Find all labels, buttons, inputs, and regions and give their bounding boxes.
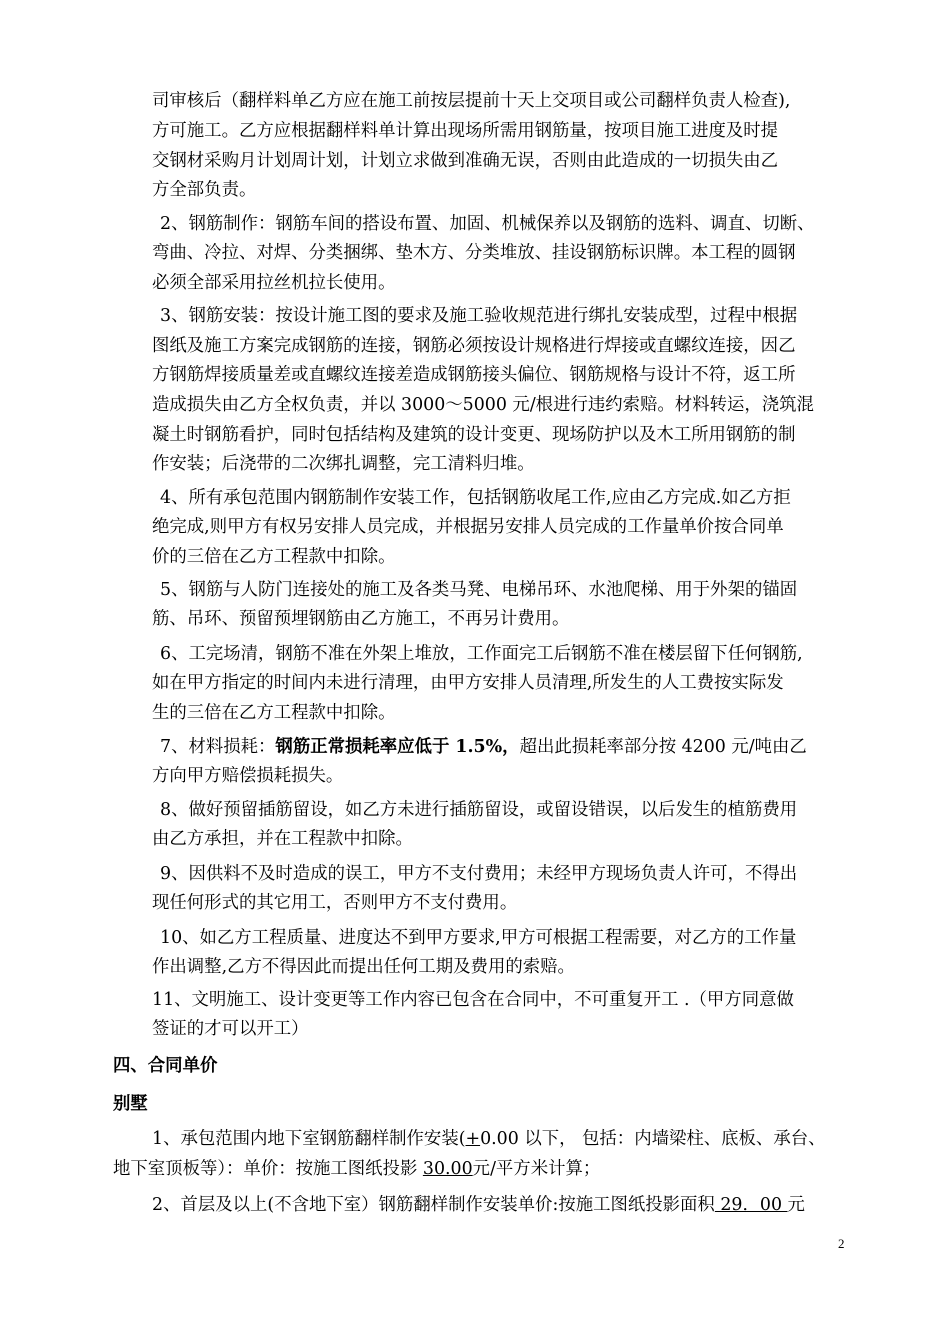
text-line: 8、做好预留插筋留设，如乙方未进行插筋留设，或留设错误，以后发生的植筋费用 <box>160 800 798 820</box>
text-line: 图纸及施工方案完成钢筋的连接，钢筋必须按设计规格进行焊接或直螺纹连接，因乙 <box>152 336 796 356</box>
text-line: 必须全部采用拉丝机拉长使用。 <box>152 273 396 293</box>
text-line: 由乙方承担，并在工程款中扣除。 <box>152 829 413 849</box>
text-line: 签证的才可以开工） <box>152 1019 309 1039</box>
sub-heading: 别墅 <box>113 1094 148 1114</box>
text-line: 造成损失由乙方全权负责，并以 3000～5000 元/根进行违约索赔。材料转运，浇筑混 <box>152 395 814 415</box>
text-line: 凝土时钢筋看护，同时包括结构及建筑的设计变更、现场防护以及木工所用钢筋的制 <box>152 425 796 445</box>
text-line: 方全部负责。 <box>152 180 257 200</box>
text-line: 11、文明施工、设计变更等工作内容已包含在合同中，不可重复开工 .（甲方同意做 <box>152 990 794 1010</box>
page-number: 2 <box>838 1236 845 1251</box>
text-line <box>152 1131 826 1148</box>
text-line: 9、因供料不及时造成的误工，甲方不支付费用；未经甲方现场负责人许可，不得出 <box>160 864 798 884</box>
text-line: 5、钢筋与人防门连接处的施工及各类马凳、电梯吊环、水池爬梯、用于外架的锚固 <box>160 580 798 600</box>
text-line: 3、钢筋安装：按设计施工图的要求及施工验收规范进行绑扎安装成型，过程中根据 <box>160 306 798 326</box>
section-heading: 四、合同单价 <box>113 1056 218 1076</box>
text-line: 绝完成,则甲方有权另安排人员完成，并根据另安排人员完成的工作量单价按合同单 <box>152 517 784 537</box>
plus-minus-sign: + <box>465 1129 481 1149</box>
item-label: 7、材料损耗： <box>160 737 276 757</box>
text-line: 交钢材采购月计划周计划，计划立求做到准确无误，否则由此造成的一切损失由乙 <box>152 151 779 171</box>
text-span: 元 <box>787 1195 805 1215</box>
text-line: 2、钢筋制作：钢筋车间的搭设布置、加固、机械保养以及钢筋的选料、调直、切断、 <box>160 214 815 234</box>
text-span: 2、首层及以上(不含地下室）钢筋翻样制作安装单价:按施工图纸投影面积 <box>152 1195 715 1215</box>
text-line: 方钢筋焊接质量差或直螺纹连接差造成钢筋接头偏位、钢筋规格与设计不符，返工所 <box>152 365 796 385</box>
text-line <box>113 1161 600 1178</box>
text-line: 作出调整,乙方不得因此而提出任何工期及费用的索赔。 <box>152 957 575 977</box>
text-span: 元/平方米计算； <box>472 1159 601 1179</box>
text-span: 0.00 以下， 包括：内墙梁柱、底板、承台、 <box>480 1129 826 1149</box>
text-line: 4、所有承包范围内钢筋制作安装工作，包括钢筋收尾工作,应由乙方完成.如乙方拒 <box>160 488 791 508</box>
text-line: 价的三倍在乙方工程款中扣除。 <box>152 547 396 567</box>
text-line: 生的三倍在乙方工程款中扣除。 <box>152 703 396 723</box>
text-line: 筋、吊环、预留预埋钢筋由乙方施工，不再另计费用。 <box>152 609 570 629</box>
text-span: 超出此损耗率部分按 4200 元/吨由乙 <box>519 737 807 757</box>
text-span: 1、承包范围内地下室钢筋翻样制作安装( <box>152 1129 466 1149</box>
text-line: 10、如乙方工程质量、进度达不到甲方要求,甲方可根据工程需要，对乙方的工作量 <box>160 928 797 948</box>
text-line: 方可施工。乙方应根据翻样料单计算出现场所需用钢筋量，按项目施工进度及时提 <box>152 121 779 141</box>
text-span: 地下室顶板等）：单价：按施工图纸投影 <box>113 1159 423 1179</box>
text-line: 司审核后（翻样料单乙方应在施工前按层提前十天上交项目或公司翻样负责人检查), <box>152 91 791 111</box>
unit-price: 29．00 <box>714 1195 788 1215</box>
text-line: 方向甲方赔偿损耗损失。 <box>152 766 344 786</box>
text-line: 作安装；后浇带的二次绑扎调整，完工清料归堆。 <box>152 454 535 474</box>
text-line <box>160 739 807 756</box>
text-line: 6、工完场清，钢筋不准在外架上堆放，工作面完工后钢筋不准在楼层留下任何钢筋, <box>160 644 803 664</box>
unit-price: 30.00 <box>422 1159 473 1179</box>
text-line: 弯曲、冷拉、对焊、分类捆绑、垫木方、分类堆放、挂设钢筋标识牌。本工程的圆钢 <box>152 243 796 263</box>
text-line: 如在甲方指定的时间内未进行清理，由甲方安排人员清理,所发生的人工费按实际发 <box>152 673 784 693</box>
emphasis-text: 钢筋正常损耗率应低于 1.5%， <box>275 737 520 757</box>
text-line <box>152 1197 805 1214</box>
text-line: 现任何形式的其它用工，否则甲方不支付费用。 <box>152 893 518 913</box>
